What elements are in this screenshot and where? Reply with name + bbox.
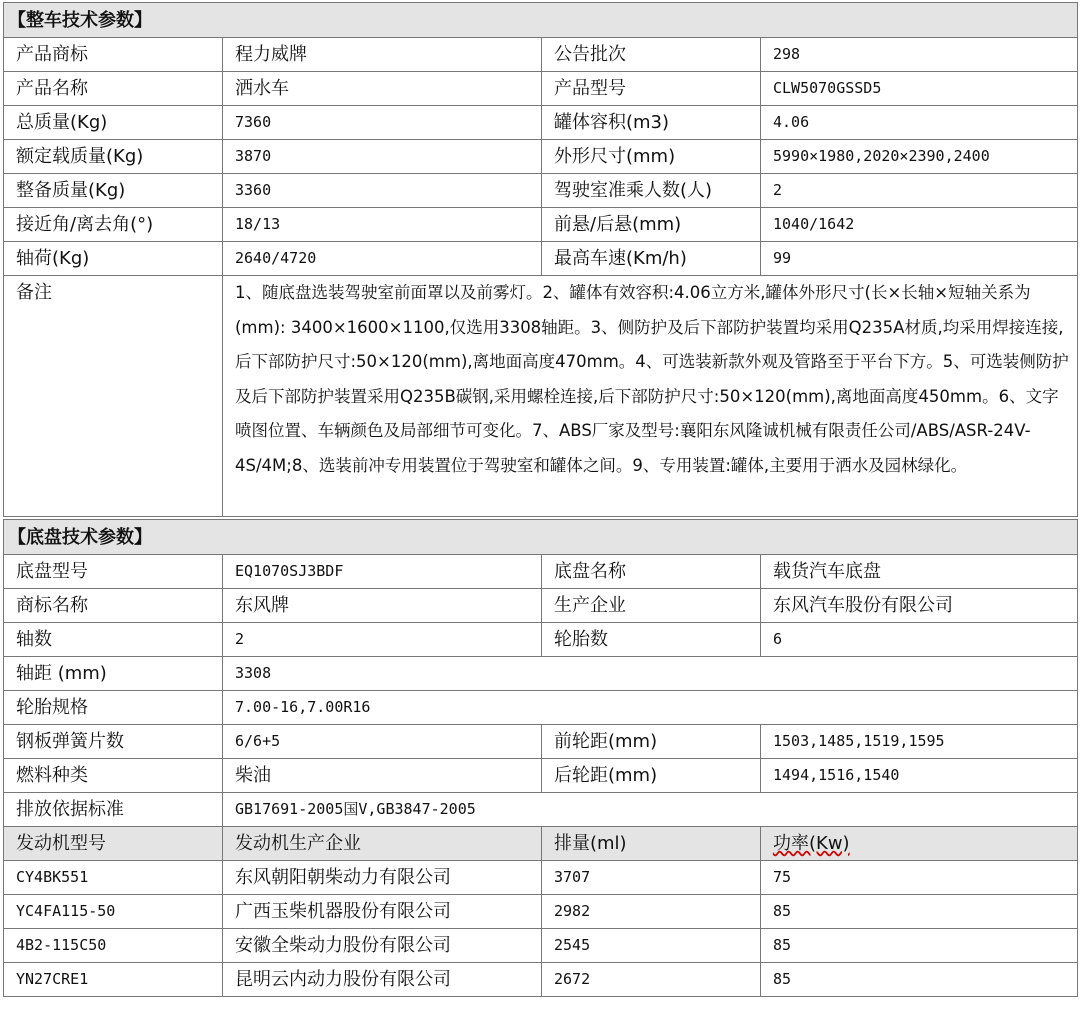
- param-label: 前轮距(mm): [542, 725, 761, 759]
- power-header-label: 功率(Kw): [773, 833, 850, 854]
- param-label: 轴距 (mm): [4, 657, 223, 691]
- column-header: 排量(ml): [542, 827, 761, 861]
- engine-model: YC4FA115-50: [4, 895, 223, 929]
- section-header: [4, 520, 1078, 555]
- engine-model: CY4BK551: [4, 861, 223, 895]
- param-value: 1503,1485,1519,1595: [761, 725, 1078, 759]
- param-label: 整备质量(Kg): [4, 174, 223, 208]
- param-label: 轮胎数: [542, 623, 761, 657]
- engine-row: [4, 861, 1078, 895]
- chassis-params-table: [3, 519, 1078, 997]
- table-row: [4, 657, 1078, 691]
- engine-header-row: [4, 827, 1078, 861]
- param-value: 1040/1642: [761, 208, 1078, 242]
- param-label: 最高车速(Km/h): [542, 242, 761, 276]
- section-title: 【整车技术参数】: [4, 3, 1078, 38]
- section-title: 【底盘技术参数】: [4, 520, 1078, 555]
- table-row: [4, 725, 1078, 759]
- engine-row: [4, 963, 1078, 997]
- table-row: [4, 691, 1078, 725]
- engine-row: [4, 929, 1078, 963]
- param-value: 东风汽车股份有限公司: [761, 589, 1078, 623]
- param-value: EQ1070SJ3BDF: [223, 555, 542, 589]
- engine-model: 4B2-115C50: [4, 929, 223, 963]
- table-row: [4, 140, 1078, 174]
- vehicle-params-table: [3, 2, 1078, 517]
- table-row: [4, 555, 1078, 589]
- column-header: 发动机型号: [4, 827, 223, 861]
- engine-displacement: 2545: [542, 929, 761, 963]
- param-label: 产品型号: [542, 72, 761, 106]
- param-label: 钢板弹簧片数: [4, 725, 223, 759]
- param-value: GB17691-2005国V,GB3847-2005: [223, 793, 1078, 827]
- table-row: [4, 242, 1078, 276]
- engine-power: 85: [761, 963, 1078, 997]
- param-label: 轮胎规格: [4, 691, 223, 725]
- param-value: 3308: [223, 657, 1078, 691]
- param-label: 轴数: [4, 623, 223, 657]
- param-value: 3870: [223, 140, 542, 174]
- param-label: 额定载质量(Kg): [4, 140, 223, 174]
- engine-maker: 昆明云内动力股份有限公司: [223, 963, 542, 997]
- table-row: [4, 623, 1078, 657]
- param-value: CLW5070GSSD5: [761, 72, 1078, 106]
- table-row: [4, 174, 1078, 208]
- param-label: 接近角/离去角(°): [4, 208, 223, 242]
- engine-maker: 东风朝阳朝柴动力有限公司: [223, 861, 542, 895]
- note-row: [4, 276, 1078, 517]
- param-value: 2: [223, 623, 542, 657]
- param-value: 2640/4720: [223, 242, 542, 276]
- engine-displacement: 2672: [542, 963, 761, 997]
- param-label: 外形尺寸(mm): [542, 140, 761, 174]
- param-label: 驾驶室准乘人数(人): [542, 174, 761, 208]
- param-label: 公告批次: [542, 38, 761, 72]
- param-label: 商标名称: [4, 589, 223, 623]
- table-row: [4, 208, 1078, 242]
- param-value: 18/13: [223, 208, 542, 242]
- param-label: 总质量(Kg): [4, 106, 223, 140]
- param-label: 产品商标: [4, 38, 223, 72]
- param-value: 7.00-16,7.00R16: [223, 691, 1078, 725]
- param-value: 7360: [223, 106, 542, 140]
- table-row: [4, 72, 1078, 106]
- param-label: 燃料种类: [4, 759, 223, 793]
- note-text: 1、随底盘选装驾驶室前面罩以及前雾灯。2、罐体有效容积:4.06立方米,罐体外形尺寸(长×长轴×短轴关系为(mm): 3400×1600×1100,仅选用3308轴距。3、侧防护及后下部防护装置均采用Q235A材质,均采用焊接连接,后下部防护尺寸:50×120(mm),离地面高度470mm。4、可选装新款外观及管路至于平台下方。5、可选装侧防护及后下部防护装置采用Q235B碳钢,采用螺栓连接,后下部防护尺寸:50×120(mm),离地面高度450mm。6、文字喷图位置、车辆颜色及局部细节可变化。7、ABS厂家及型号:襄阳东风隆诚机械有限责任公司/ABS/ASR-24V-4S/4M;8、选装前冲专用装置位于驾驶室和罐体之间。9、专用装置:罐体,主要用于洒水及园林绿化。: [223, 276, 1078, 517]
- param-value: 5990×1980,2020×2390,2400: [761, 140, 1078, 174]
- param-label: 罐体容积(m3): [542, 106, 761, 140]
- table-row: [4, 38, 1078, 72]
- param-value: 2: [761, 174, 1078, 208]
- param-label: 产品名称: [4, 72, 223, 106]
- engine-maker: 安徽全柴动力股份有限公司: [223, 929, 542, 963]
- param-value: 6: [761, 623, 1078, 657]
- param-value: 东风牌: [223, 589, 542, 623]
- section-header: [4, 3, 1078, 38]
- param-value: 6/6+5: [223, 725, 542, 759]
- engine-displacement: 2982: [542, 895, 761, 929]
- engine-row: [4, 895, 1078, 929]
- param-value: 3360: [223, 174, 542, 208]
- param-value: 柴油: [223, 759, 542, 793]
- param-value: 1494,1516,1540: [761, 759, 1078, 793]
- param-label: 前悬/后悬(mm): [542, 208, 761, 242]
- engine-power: 85: [761, 895, 1078, 929]
- engine-power: 85: [761, 929, 1078, 963]
- engine-model: YN27CRE1: [4, 963, 223, 997]
- column-header: 发动机生产企业: [223, 827, 542, 861]
- param-label: 排放依据标准: [4, 793, 223, 827]
- param-label: 底盘名称: [542, 555, 761, 589]
- param-value: 洒水车: [223, 72, 542, 106]
- param-label: 底盘型号: [4, 555, 223, 589]
- param-value: 99: [761, 242, 1078, 276]
- param-label: 轴荷(Kg): [4, 242, 223, 276]
- column-header: [761, 827, 1078, 861]
- engine-displacement: 3707: [542, 861, 761, 895]
- param-label: 后轮距(mm): [542, 759, 761, 793]
- engine-power: 75: [761, 861, 1078, 895]
- note-label: 备注: [4, 276, 223, 517]
- param-value: 载货汽车底盘: [761, 555, 1078, 589]
- param-value: 298: [761, 38, 1078, 72]
- table-row: [4, 106, 1078, 140]
- param-value: 4.06: [761, 106, 1078, 140]
- table-row: [4, 759, 1078, 793]
- param-value: 程力威牌: [223, 38, 542, 72]
- table-row: [4, 589, 1078, 623]
- param-label: 生产企业: [542, 589, 761, 623]
- table-row: [4, 793, 1078, 827]
- engine-maker: 广西玉柴机器股份有限公司: [223, 895, 542, 929]
